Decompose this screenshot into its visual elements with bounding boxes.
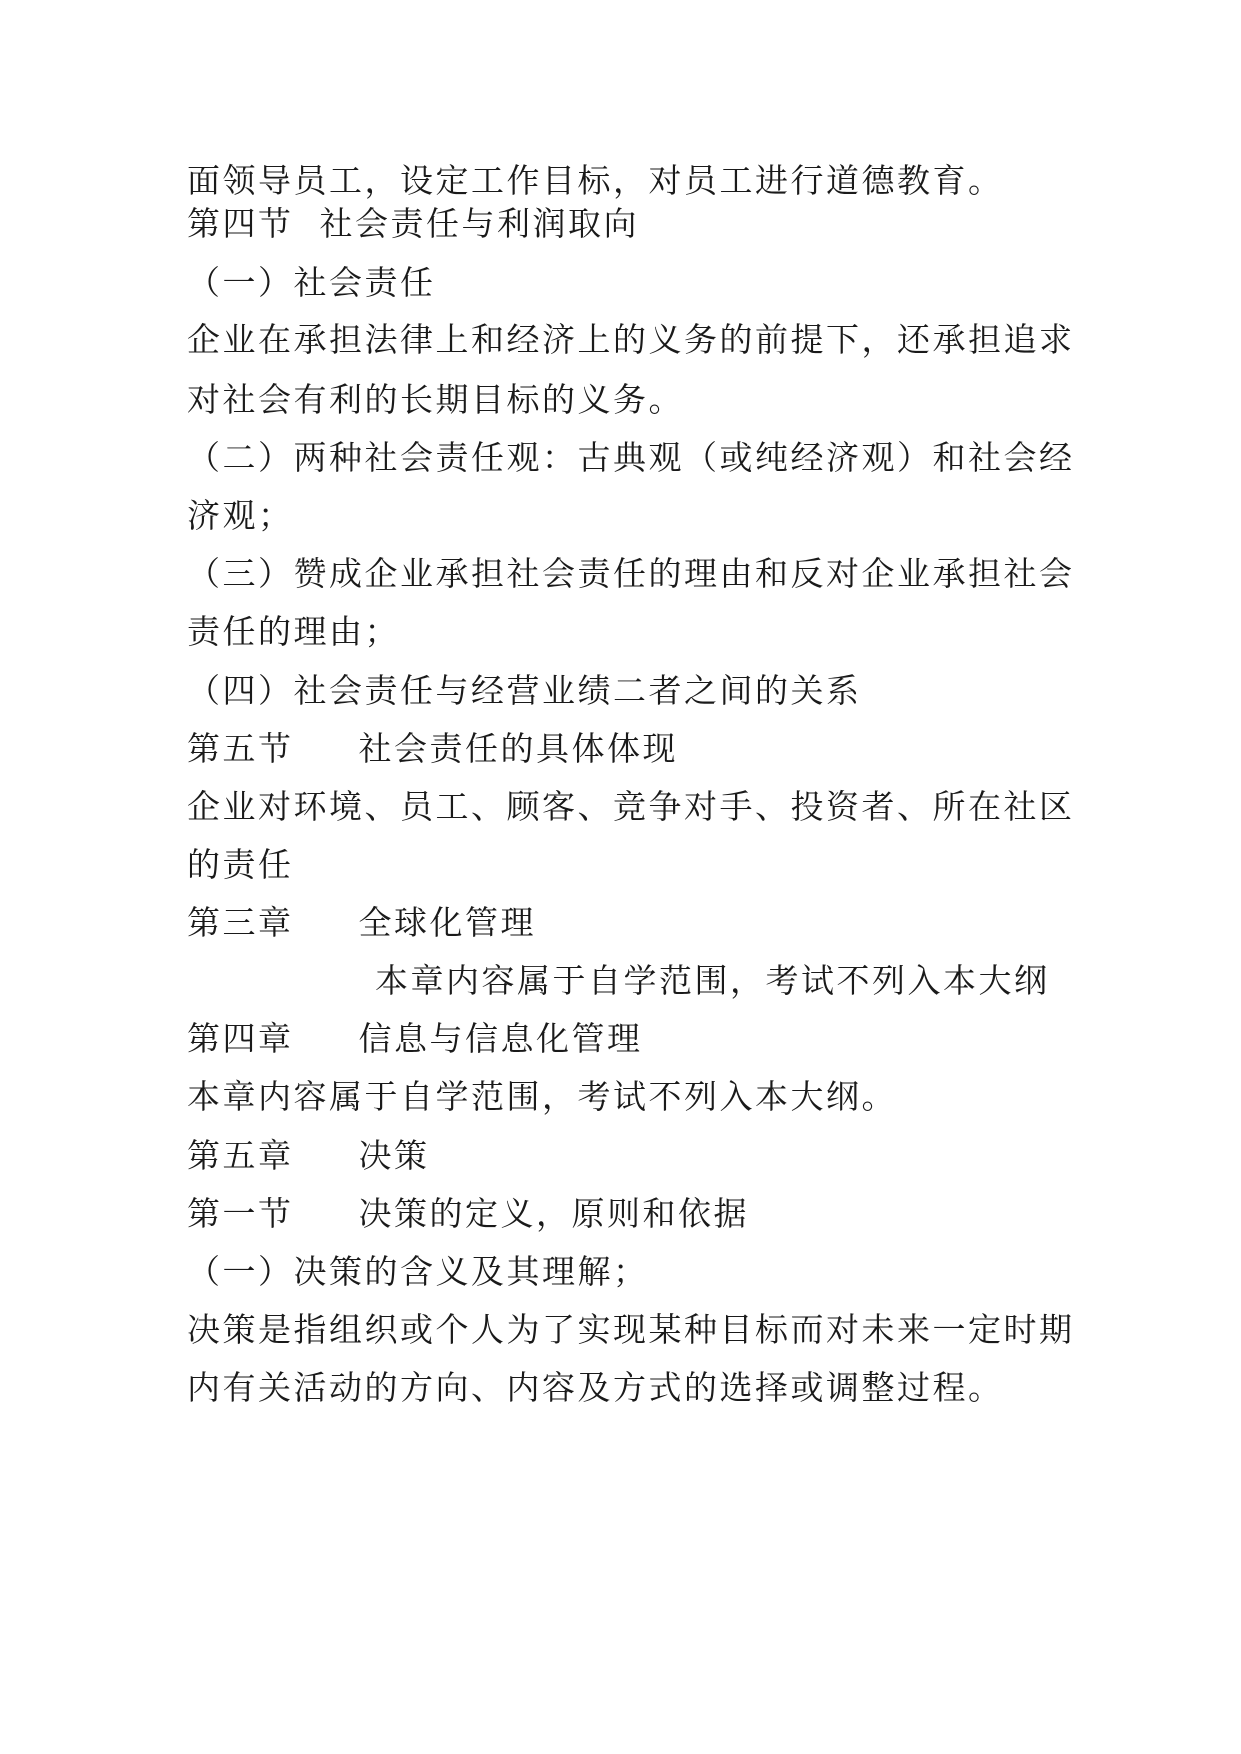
subsection-heading: （一）社会责任 [187, 263, 436, 302]
text-line: 面领导员工，设定工作目标，对员工进行道德教育。 [187, 161, 1004, 200]
section-heading: 第一节 决策的定义，原则和依据 [187, 1194, 749, 1233]
text-line: 内有关活动的方向、内容及方式的选择或调整过程。 [187, 1368, 1004, 1407]
subsection-heading: （四）社会责任与经营业绩二者之间的关系 [187, 671, 862, 710]
text-line: 责任的理由； [187, 612, 400, 651]
text-line: 企业对环境、员工、顾客、竞争对手、投资者、所在社区 [187, 787, 1075, 826]
subsection-heading: （二）两种社会责任观：古典观（或纯经济观）和社会经 [187, 438, 1075, 477]
section-heading: 第四节 社会责任与利润取向 [187, 204, 639, 243]
chapter-heading: 第五章 决策 [187, 1136, 430, 1175]
text-line: 企业在承担法律上和经济上的义务的前提下，还承担追求 [187, 320, 1075, 359]
text-line: 对社会有利的长期目标的义务。 [187, 380, 684, 419]
chapter-heading: 第四章 信息与信息化管理 [187, 1019, 643, 1058]
text-line: 本章内容属于自学范围，考试不列入本大纲 [375, 961, 1050, 1000]
section-heading: 第五节 社会责任的具体体现 [187, 729, 678, 768]
text-line: 济观； [187, 496, 294, 535]
subsection-heading: （三）赞成企业承担社会责任的理由和反对企业承担社会 [187, 554, 1075, 593]
text-line: 决策是指组织或个人为了实现某种目标而对未来一定时期 [187, 1310, 1075, 1349]
chapter-heading: 第三章 全球化管理 [187, 903, 536, 942]
subsection-heading: （一）决策的含义及其理解； [187, 1252, 649, 1291]
text-line: 的责任 [187, 845, 294, 884]
text-line: 本章内容属于自学范围，考试不列入本大纲。 [187, 1077, 897, 1116]
